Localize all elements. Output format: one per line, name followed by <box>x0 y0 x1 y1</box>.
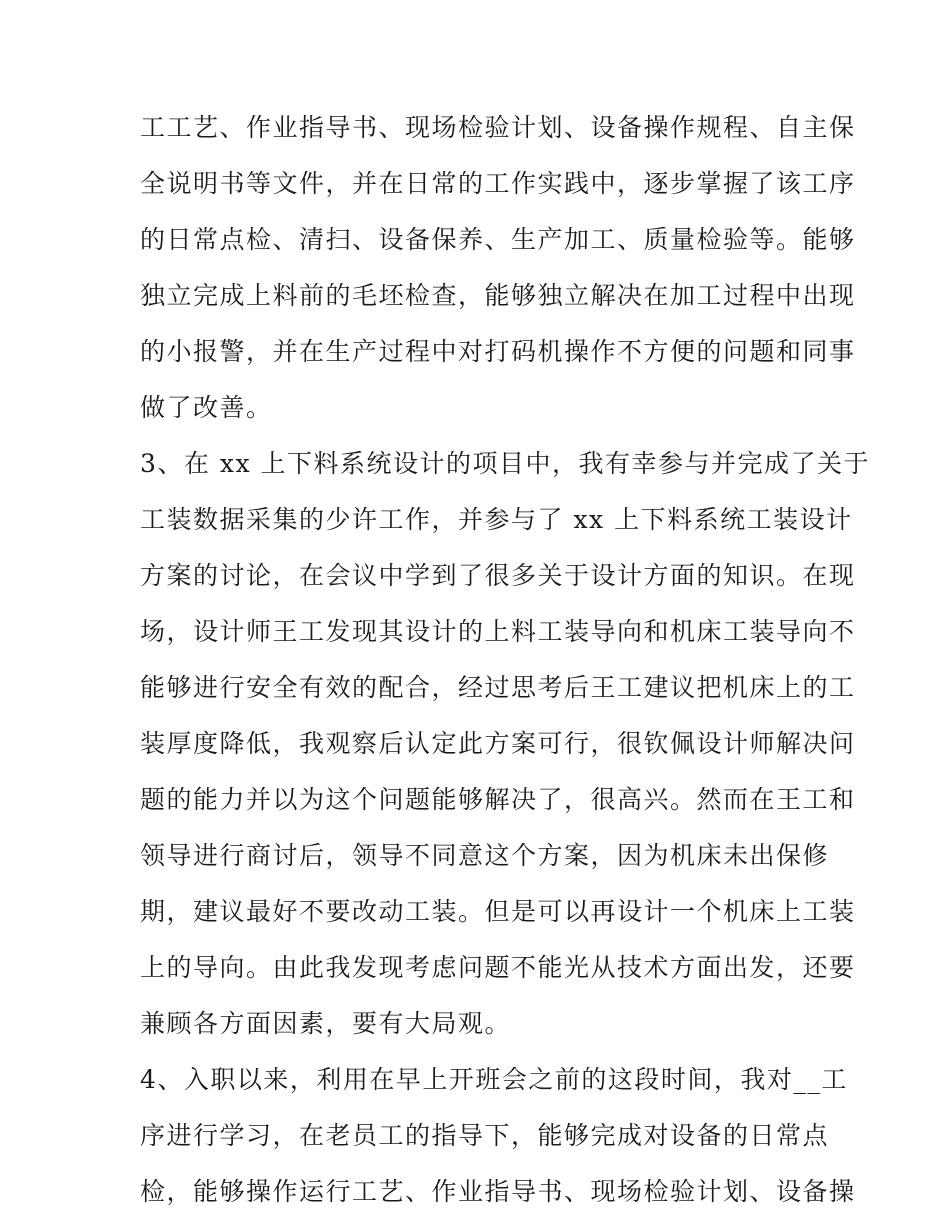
text-line: 兼顾各方面因素，要有大局观。 <box>140 1009 512 1038</box>
text-line: 场，设计师王工发现其设计的上料工装导向和机床工装导向不 <box>140 617 856 646</box>
paragraph-4-start: 4、入职以来，利用在早上开班会之前的这段时间，我对__工 <box>140 1065 848 1094</box>
text-line: 工装数据采集的少许工作，并参与了 xx 上下料系统工装设计 <box>140 505 853 534</box>
text-line: 题的能力并以为这个问题能够解决了，很高兴。然而在王工和 <box>140 785 856 814</box>
text-line: 工工艺、作业指导书、现场检验计划、设备操作规程、自主保 <box>140 113 856 142</box>
paragraph-3-start: 3、在 xx 上下料系统设计的项目中，我有幸参与并完成了关于 <box>140 449 870 478</box>
text-line: 序进行学习，在老员工的指导下，能够完成对设备的日常点 <box>140 1121 830 1150</box>
text-line: 领导进行商讨后，领导不同意这个方案，因为机床未出保修 <box>140 841 830 870</box>
text-line: 独立完成上料前的毛坯检查，能够独立解决在加工过程中出现 <box>140 281 856 310</box>
text-line: 方案的讨论，在会议中学到了很多关于设计方面的知识。在现 <box>140 561 856 590</box>
text-line: 上的导向。由此我发现考虑问题不能光从技术方面出发，还要 <box>140 953 856 982</box>
text-line: 能够进行安全有效的配合，经过思考后王工建议把机床上的工 <box>140 673 856 702</box>
text-line: 的日常点检、清扫、设备保养、生产加工、质量检验等。能够 <box>140 225 856 254</box>
text-line: 全说明书等文件，并在日常的工作实践中，逐步掌握了该工序 <box>140 169 856 198</box>
text-line: 的小报警，并在生产过程中对打码机操作不方便的问题和同事 <box>140 337 856 366</box>
text-line: 装厚度降低，我观察后认定此方案可行，很钦佩设计师解决问 <box>140 729 856 758</box>
text-line: 期，建议最好不要改动工装。但是可以再设计一个机床上工装 <box>140 897 856 926</box>
text-line: 做了改善。 <box>140 393 273 422</box>
text-line: 检，能够操作运行工艺、作业指导书、现场检验计划、设备操 <box>140 1177 856 1206</box>
